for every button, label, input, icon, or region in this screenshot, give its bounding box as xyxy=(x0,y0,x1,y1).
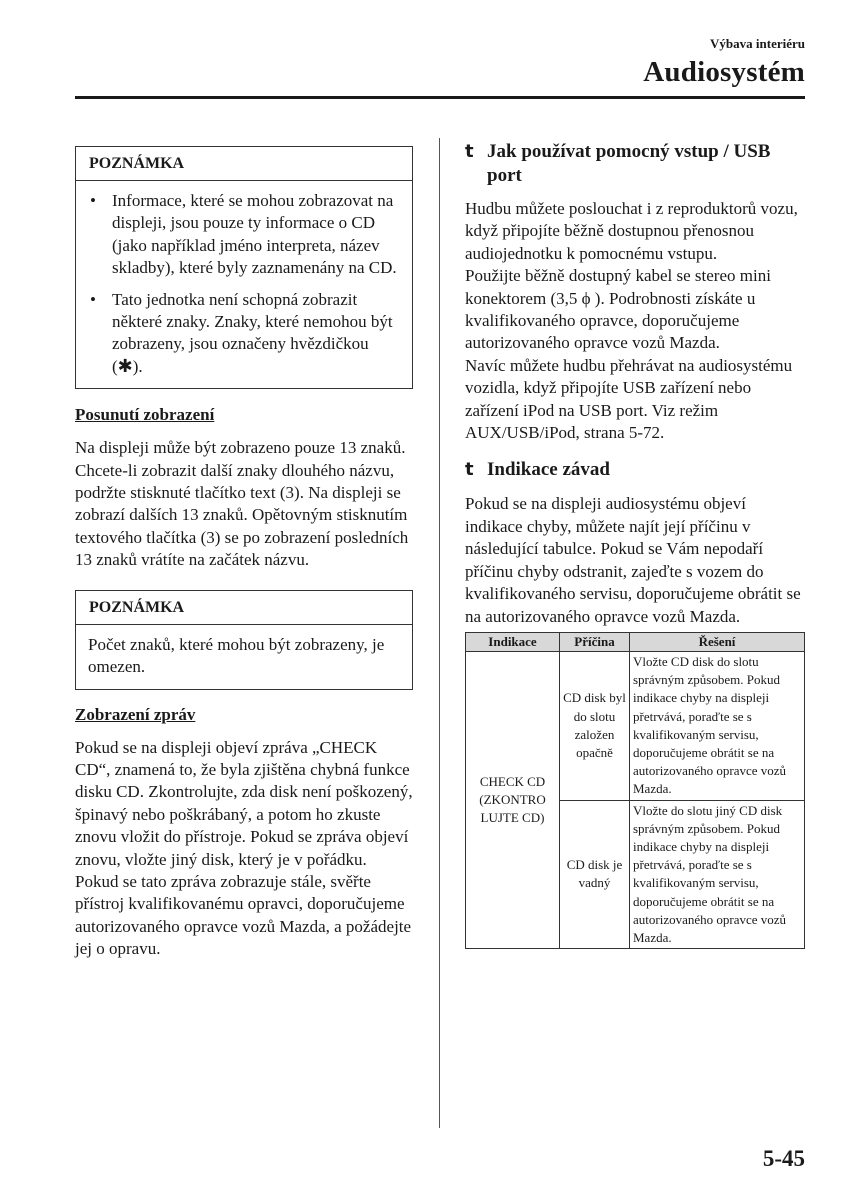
section-heading-faults xyxy=(465,458,807,482)
subheading-scroll: Posunutí zobrazení xyxy=(75,405,215,425)
section-marker-icon: t xyxy=(465,141,474,162)
note-bullet xyxy=(88,190,400,280)
section-marker-icon: t xyxy=(465,459,474,481)
aux-paragraph: Hudbu můžete poslouchat i z reproduktorů vozu, když připojíte běžně dostupnou přenosnou audiojednotku k pomocnému vstupu. xyxy=(465,199,798,263)
note-box xyxy=(75,590,413,690)
note-body xyxy=(76,625,412,689)
aux-paragraph: Použijte běžně dostupný kabel se stereo mini konektorem (3,5 ϕ ). Podrobnosti získáte u kvalifikovaného opravce, doporučujeme autorizovaného opravce vozů Mazda. xyxy=(465,266,771,353)
fault-table xyxy=(465,632,805,949)
table-header-cell: Řešení xyxy=(630,632,805,651)
section-heading-text: Jak používat pomocný vstup / USB port xyxy=(487,141,771,186)
note-text: Počet znaků, které mohou být zobrazeny, je omezen. xyxy=(88,634,385,677)
messages-paragraph: Pokud se na displeji objeví zpráva „CHECK CD“, znamená to, že byla zjištěna chybná funkce disku CD. Zkontrolujte, zda disk není poškozený, špinavý nebo poškrábaný, a potom ho zkuste znovu vložit do přístroje. Pokud se zpráva objeví znovu, vložte jiný disk, který je v pořádku. Pokud se tato zpráva zobrazuje stále, svěřte přístroj kvalifikovanému opravci, doporučujeme autorizovaného opravce vozů Mazda, a požádejte jej o opravu. xyxy=(75,737,413,959)
table-header-cell: Příčina xyxy=(560,632,630,651)
solution-cell: Vložte do slotu jiný CD disk správným způsobem. Pokud indikace chyby na displeji přetrvává, poraďte se s kvalifikovaným servisu, doporučujeme obrátit se na autorizovaného opravce vozů Mazda. xyxy=(630,800,805,949)
section-label: Výbava interiéru xyxy=(710,36,805,51)
bullet-icon: • xyxy=(90,191,96,210)
section-heading-text: Indikace závad xyxy=(487,459,610,481)
header-rule xyxy=(75,96,805,99)
note-title: POZNÁMKA xyxy=(76,591,412,625)
table-header-row xyxy=(466,632,805,651)
cause-cell: CD disk byl do slotu založen opačně xyxy=(560,651,630,800)
scroll-paragraph: Na displeji může být zobrazeno pouze 13 znaků. Chcete-li zobrazit další znaky dlouhého názvu, podržte stisknuté tlačítko text (3). Na displeji se zobrazí dalších 13 znaků. Opětovným stisknutím textového tlačítka (3) se po zobrazení posledních 13 znaků vrátíte na začátek názvu. xyxy=(75,438,409,570)
aux-paragraph: Navíc můžete hudbu přehrávat na audiosystému vozidla, když připojíte USB zařízení nebo zařízení iPod na USB port. Viz režim AUX/USB/iPod, strana 5-72. xyxy=(465,355,793,443)
subheading-messages: Zobrazení zpráv xyxy=(75,704,196,724)
section-heading-aux xyxy=(465,140,807,188)
solution-cell: Vložte CD disk do slotu správným způsobem. Pokud indikace chyby na displeji přetrvává, poraďte se s kvalifikovaným servisu, doporučujeme obrátit se na autorizovaného opravce vozů Mazda. xyxy=(630,651,805,800)
page-number: 5-45 xyxy=(762,1146,805,1171)
bullet-text: Tato jednotka není schopná zobrazit některé znaky. Znaky, které nemohou být zobrazeny, jsou označeny hvězdičkou (✱). xyxy=(112,289,393,377)
page-title: Audiosystém xyxy=(643,56,805,88)
indication-cell: CHECK CD (ZKONTRO LUJTE CD) xyxy=(466,651,560,948)
note-title: POZNÁMKA xyxy=(76,147,412,181)
asterisk-icon: ✱ xyxy=(117,355,133,377)
note-body xyxy=(76,181,412,388)
table-header-cell: Indikace xyxy=(466,632,560,651)
table-row xyxy=(466,651,805,800)
cause-cell: CD disk je vadný xyxy=(560,800,630,949)
bullet-icon: • xyxy=(90,289,96,309)
column-divider xyxy=(439,138,440,1128)
right-column xyxy=(465,140,807,949)
bullet-text: Informace, které se mohou zobrazovat na displeji, jsou pouze ty informace o CD (jako například jméno interpreta, název skladby), které byly zaznamenány na CD. xyxy=(112,191,397,278)
note-box xyxy=(75,146,413,389)
left-column xyxy=(75,146,413,961)
note-bullet xyxy=(88,289,400,379)
faults-paragraph: Pokud se na displeji audiosystému objeví indikace chyby, můžete najít její příčinu v následující tabulce. Pokud se Vám nepodaří příčinu chyby odstranit, zajeďte s vozem do kvalifikovaného servisu, doporučujeme obrátit se na autorizovaného opravce vozů Mazda. xyxy=(465,494,801,626)
